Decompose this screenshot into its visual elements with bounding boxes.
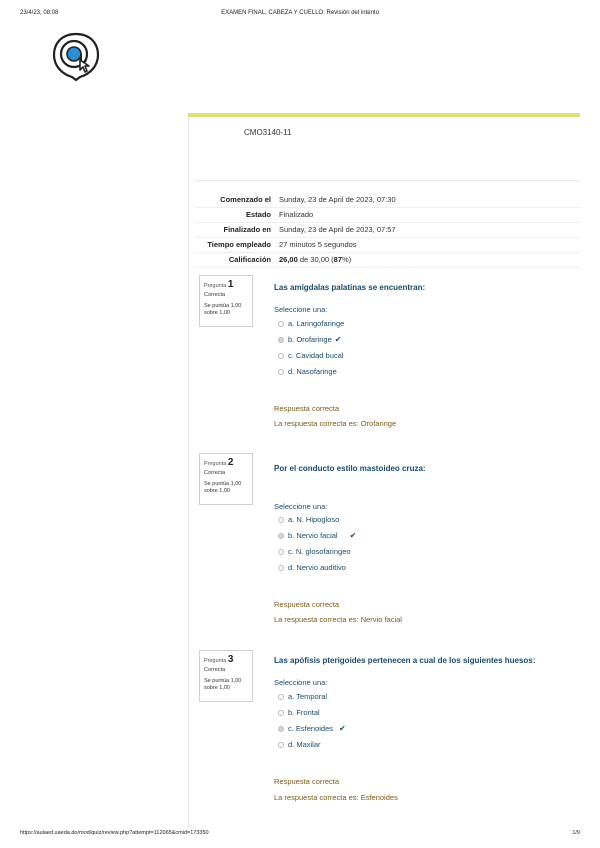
summary-value: 27 minutos 5 segundos	[275, 238, 580, 253]
summary-value: Sunday, 23 de April de 2023, 07:30	[275, 193, 580, 208]
check-icon: ✔	[339, 724, 346, 733]
select-prompt: Seleccione una:	[274, 502, 328, 511]
answer-option[interactable]: d. Nasofaringe	[278, 367, 337, 376]
summary-label: Estado	[195, 208, 275, 223]
question-text: Por el conducto estilo mastoideo cruza:	[274, 464, 426, 473]
radio-button[interactable]	[278, 726, 284, 732]
question-info-box	[199, 275, 253, 327]
answer-option[interactable]: d. Nervio auditivo	[278, 563, 346, 572]
summary-label: Tiempo empleado	[195, 238, 275, 253]
summary-row	[195, 223, 580, 238]
radio-button[interactable]	[278, 353, 284, 359]
answer-option[interactable]: b. Orofaringe ✔	[278, 335, 341, 344]
question-info-box	[199, 650, 253, 702]
question-points: Se puntúa 1,00 sobre 1,00	[204, 303, 242, 316]
check-icon: ✔	[349, 531, 357, 540]
divider	[195, 180, 580, 181]
question-number: Pregunta 1	[204, 279, 234, 290]
summary-value: Finalizado	[275, 208, 580, 223]
question-state: Correcta	[204, 667, 226, 673]
question-points: Se puntúa 1,00 sobre 1,00	[204, 481, 242, 494]
radio-button[interactable]	[278, 694, 284, 700]
feedback-text: Respuesta correcta	[274, 404, 340, 413]
answer-option[interactable]: c. Esfenoides ✔	[278, 724, 346, 733]
select-prompt: Seleccione una:	[274, 305, 328, 314]
grade-max: de 30,00 (	[299, 255, 334, 264]
question-number: Pregunta 2	[204, 457, 234, 468]
feedback-text: Respuesta correcta	[274, 777, 340, 786]
grade-value	[275, 253, 580, 268]
summary-label: Comenzado el	[195, 193, 275, 208]
answer-option[interactable]: b. Nervio facial ✔	[278, 531, 356, 540]
radio-button[interactable]	[278, 742, 284, 748]
question-text: Las apófisis pterigoides pertenecen a cual de los siguientes huesos:	[274, 656, 536, 665]
radio-button[interactable]	[278, 533, 284, 539]
content-left-border	[188, 117, 189, 828]
answer-option[interactable]: a. Laringofaringe	[278, 319, 344, 328]
summary-label: Calificación	[195, 253, 275, 268]
radio-button[interactable]	[278, 710, 284, 716]
feedback-text: Respuesta correcta	[274, 600, 340, 609]
radio-button[interactable]	[278, 549, 284, 555]
summary-row	[195, 238, 580, 253]
at-cursor-logo-icon	[50, 30, 102, 82]
answer-option[interactable]: d. Maxilar	[278, 740, 321, 749]
question-points: Se puntúa 1,00 sobre 1,00	[204, 678, 242, 691]
question-state: Correcta	[204, 292, 226, 298]
radio-button[interactable]	[278, 321, 284, 327]
summary-label: Finalizado en	[195, 223, 275, 238]
summary-row	[195, 208, 580, 223]
question-info-box	[199, 453, 253, 505]
right-answer-text: La respuesta correcta es: Nervio facial	[274, 615, 402, 624]
radio-button[interactable]	[278, 369, 284, 375]
accent-bar	[188, 113, 580, 117]
radio-button[interactable]	[278, 565, 284, 571]
radio-button[interactable]	[278, 517, 284, 523]
attempt-summary-table	[195, 193, 580, 268]
check-icon: ✔	[334, 335, 342, 344]
summary-row	[195, 253, 580, 268]
radio-button[interactable]	[278, 337, 284, 343]
summary-row	[195, 193, 580, 208]
print-title: EXAMEN FINAL, CABEZA Y CUELLO: Revisión del intento	[221, 10, 379, 16]
course-code: CMO3140-11	[244, 128, 292, 137]
answer-option[interactable]: a. Temporal	[278, 692, 327, 701]
select-prompt: Seleccione una:	[274, 678, 328, 687]
question-state: Correcta	[204, 470, 226, 476]
answer-option[interactable]: c. N. glosofaringeo	[278, 547, 351, 556]
grade-score: 26,00	[279, 255, 298, 264]
right-answer-text: La respuesta correcta es: Orofaringe	[274, 419, 397, 428]
answer-option[interactable]: b. Frontal	[278, 708, 320, 717]
question-number: Pregunta 3	[204, 654, 234, 665]
print-page-number: 1/9	[572, 830, 580, 836]
print-url: https://aulaed.uaeda.do/mod/quiz/review.php?attempt=112065&cmid=173350	[20, 830, 209, 836]
answer-option[interactable]: c. Cavidad bucal	[278, 351, 343, 360]
answer-option[interactable]: a. N. Hipogloso	[278, 515, 339, 524]
right-answer-text: La respuesta correcta es: Esfenoides	[274, 793, 398, 802]
grade-percent-sign: %)	[342, 255, 352, 264]
grade-percent: 87	[333, 255, 342, 264]
summary-value: Sunday, 23 de April de 2023, 07:57	[275, 223, 580, 238]
question-text: Las amígdalas palatinas se encuentran:	[274, 283, 426, 292]
print-datetime: 23/4/23, 08:08	[20, 10, 59, 16]
